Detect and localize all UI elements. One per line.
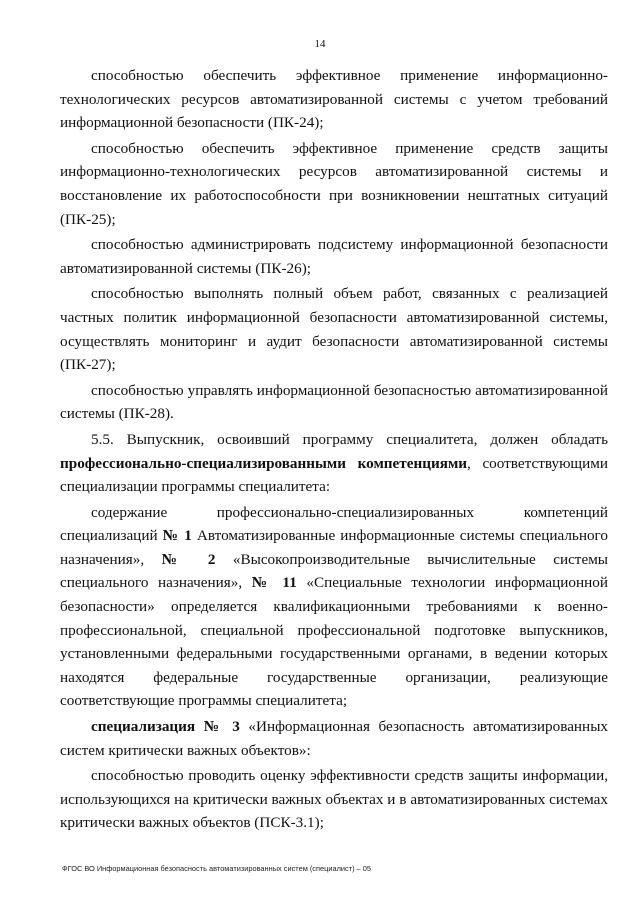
specialization-number-2: № 2: [161, 550, 216, 568]
paragraph-pk-27: способностью выполнять полный объем работ, связанных с реализацией частных политик информационной безопасности автоматизированной системы, осуществлять мониторинг и аудит безопасности автоматизированной системы (ПК-27);: [60, 285, 608, 374]
specialization-3-heading: специализация № 3: [91, 718, 240, 736]
section-5-5-bold-term: профессионально-специализированными компетенциями: [60, 454, 468, 472]
paragraph-pk-28: способностью управлять информационной безопасностью автоматизированной системы (ПК-28).: [60, 381, 608, 423]
specialization-3-title: «Информационная безопасность автоматизированных систем критически важных объектов»:: [60, 718, 608, 759]
specializations-text-1: содержание профессионально-специализированных компетенций специализаций: [60, 503, 608, 545]
specializations-text-2: Автоматизированные информационные системы специального назначения»,: [60, 527, 608, 568]
specialization-number-11: № 11: [251, 574, 297, 592]
paragraph-pk-26: способностью администрировать подсистему информационной безопасности автоматизированной системы (ПК-26);: [60, 236, 608, 277]
paragraph-section-5-5: [60, 428, 608, 499]
specializations-text-4: «Специальные технологии информационной безопасности» определяется квалификационными требованиями к военно-профессиональной, специальной профессиональной подготовке выпускников, установленными федеральными государственными органами, в ведении которых находятся федеральные государственные организации, реализующие соответствующие программы специалитета;: [60, 574, 608, 710]
specialization-number-1: № 1: [162, 527, 192, 545]
document-body: [60, 64, 608, 837]
specializations-text-3: «Высокопроизводительные вычислительные системы специального назначения»,: [60, 550, 609, 592]
paragraph-specialization-3: [60, 715, 608, 762]
page-footer: ФГОС ВО Информационная безопасность автоматизированных систем (специалист) – 05: [62, 864, 371, 873]
paragraph-psk-3-1: способностью проводить оценку эффективности средств защиты информации, использующихся на критически важных объектах и в автоматизированных системах критически важных объектов (ПСК-3.1);: [60, 767, 608, 832]
page-number: 14: [314, 38, 326, 50]
paragraph-specializations-content: [60, 501, 608, 713]
section-5-5-lead: 5.5. Выпускник, освоивший программу специалитета, должен обладать: [91, 430, 608, 448]
paragraph-pk-25: способностью обеспечить эффективное применение средств защиты информационно-технологических ресурсов автоматизированной системы и восстановление их работоспособности при возникновении нештатных ситуаций (ПК-25);: [60, 139, 608, 228]
paragraph-pk-24: способностью обеспечить эффективное применение информационно-технологических ресурсов автоматизированной системы с учетом требований информационной безопасности (ПК-24);: [60, 67, 608, 132]
section-5-5-tail: , соответствующими специализации программы специалитета:: [60, 454, 608, 496]
